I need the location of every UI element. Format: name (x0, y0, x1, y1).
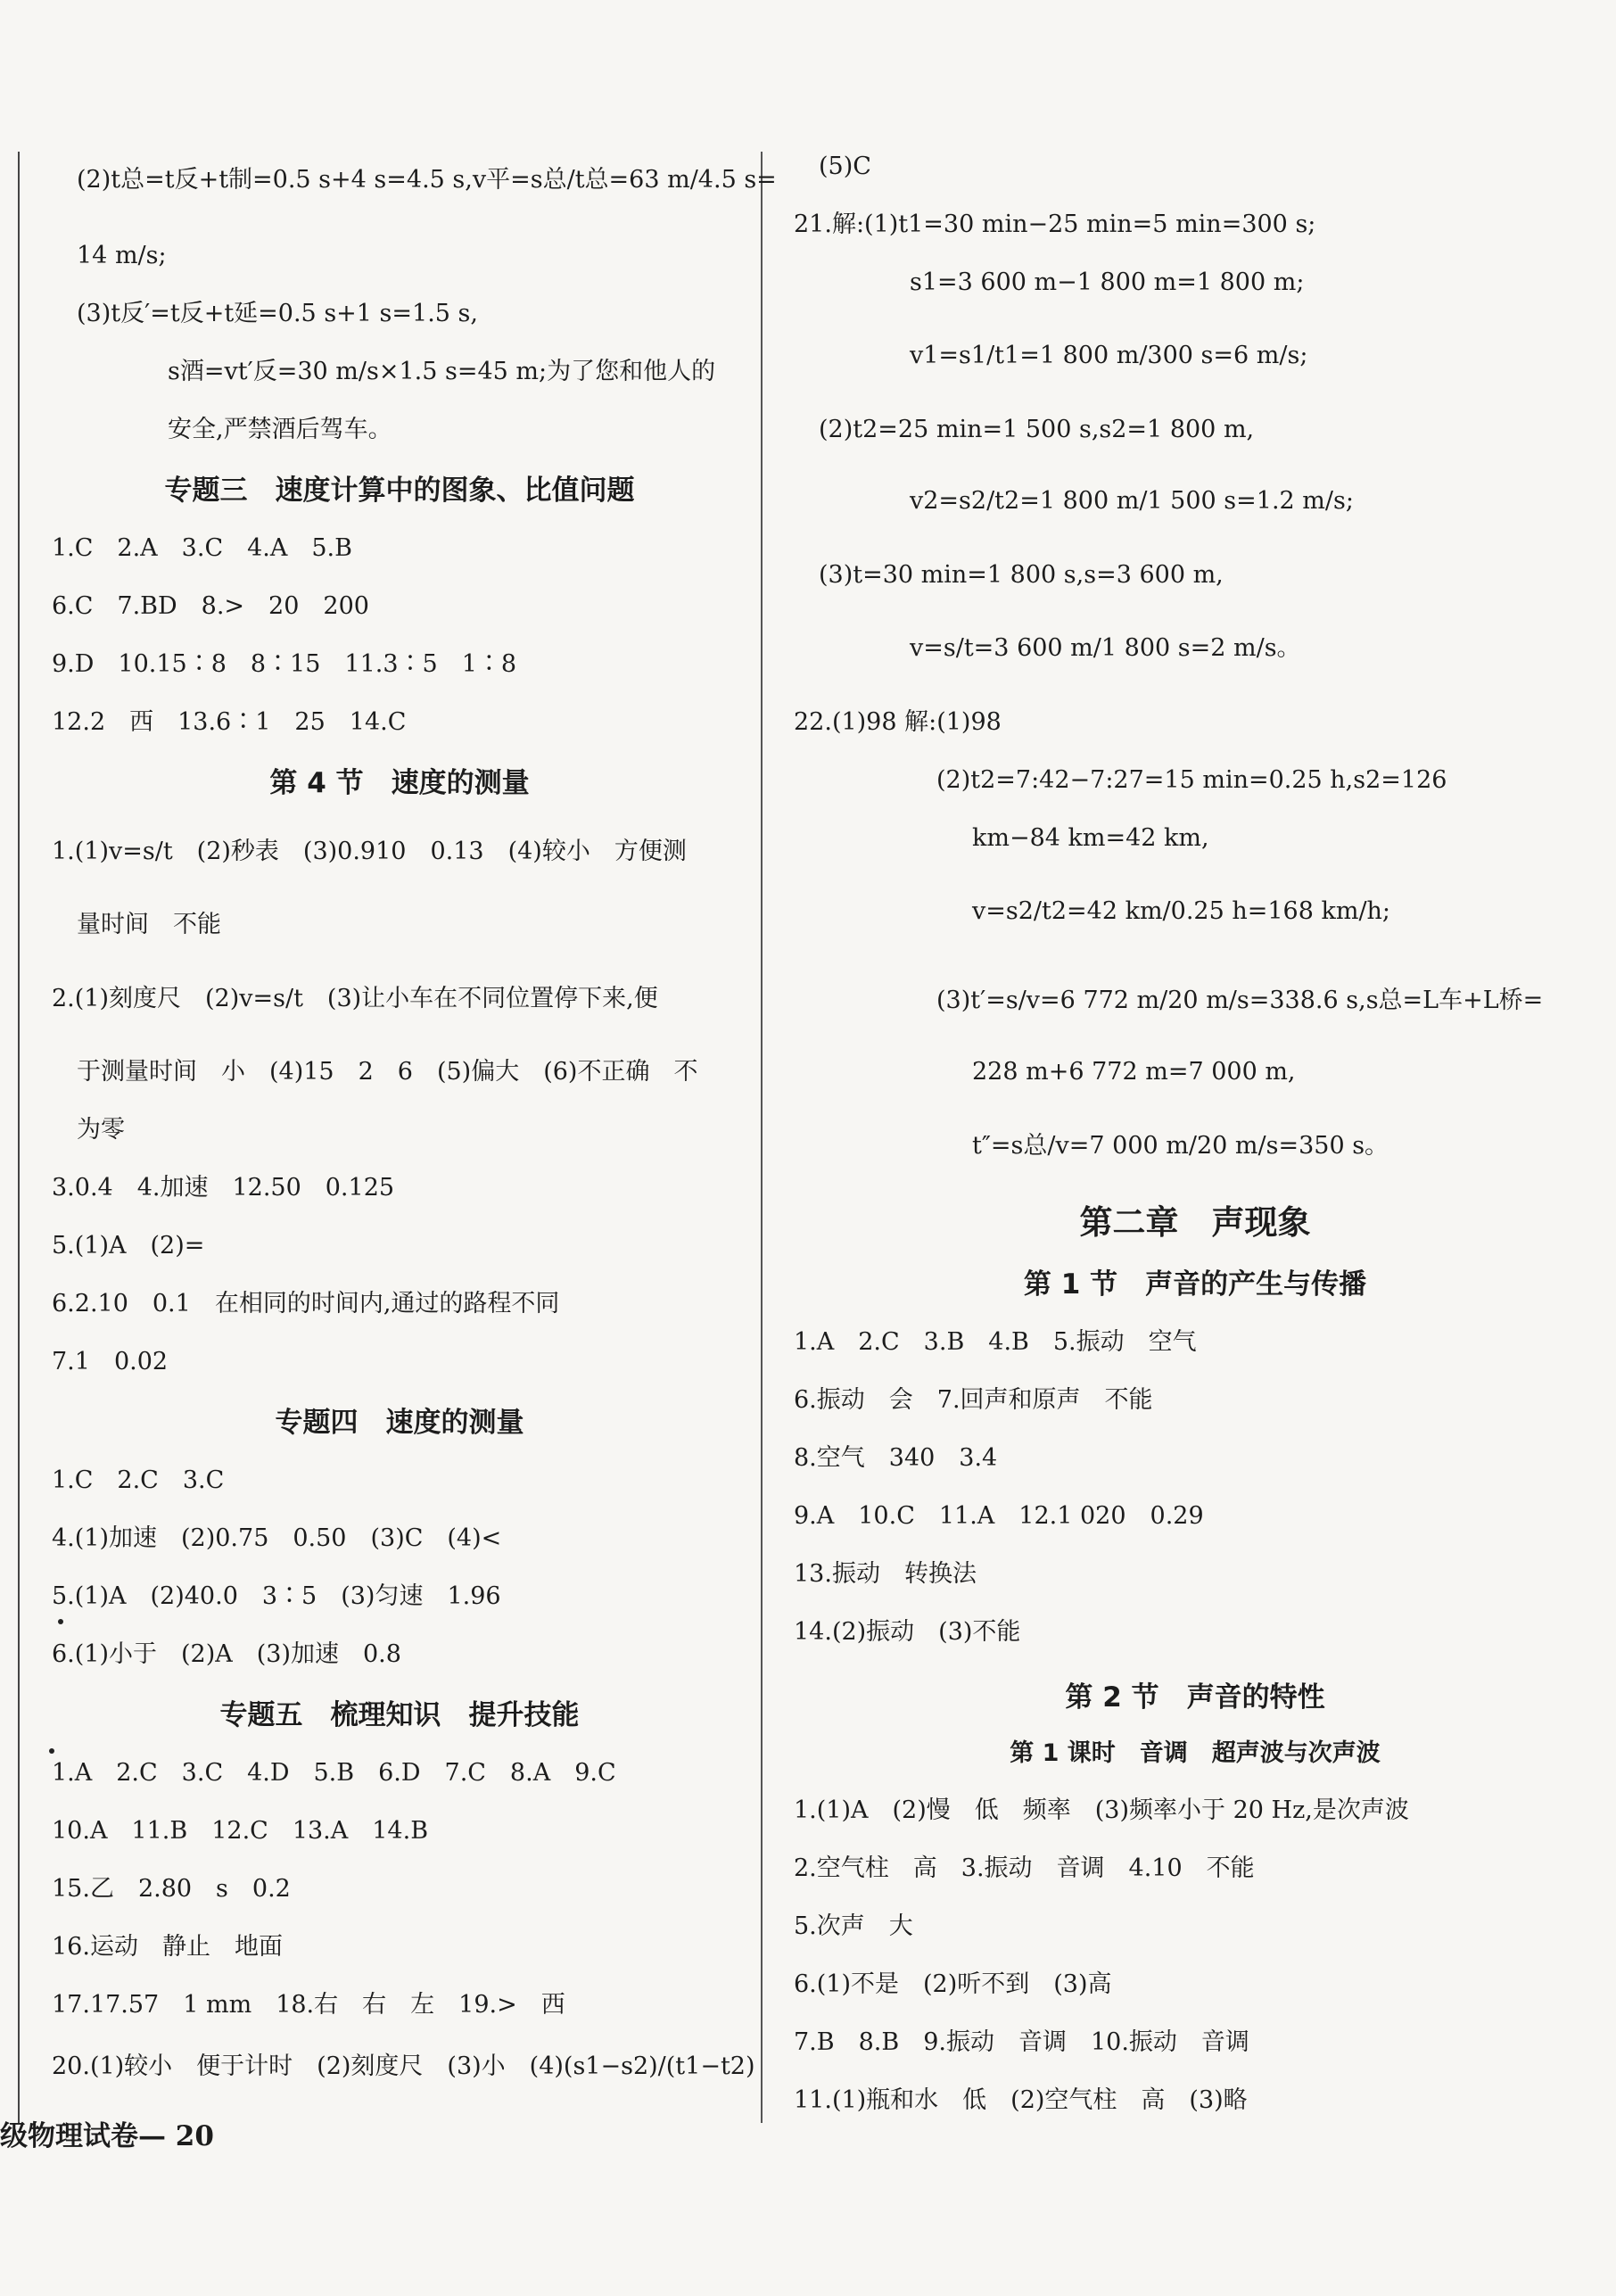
answer-line: v1=s1/t1=1 800 m/300 s=6 m/s; (910, 342, 1308, 369)
answer-line: s1=3 600 m−1 800 m=1 800 m; (910, 268, 1305, 296)
answer-line: 6.(1)不是 (2)听不到 (3)高 (794, 1970, 1112, 1998)
answer-line: 为零 (77, 1116, 125, 1144)
answer-line: 6.2.10 0.1 在相同的时间内,通过的路程不同 (52, 1290, 560, 1317)
answer-line: t″=s总/v=7 000 m/20 m/s=350 s。 (972, 1132, 1389, 1160)
lesson-heading: 第 1 课时 音调 超声波与次声波 (1010, 1739, 1381, 1767)
answer-line: 7.1 0.02 (52, 1348, 169, 1375)
answer-line: 14 m/s; (77, 242, 167, 269)
answer-line: 8.空气 340 3.4 (794, 1444, 998, 1472)
answer-line: 17.17.57 1 mm 18.右 右 左 19.> 西 (52, 1991, 565, 2019)
answer-line: 1.(1)v=s/t (2)秒表 (3)0.910 0.13 (4)较小 方便测 (52, 838, 687, 865)
answer-line: v=s2/t2=42 km/0.25 h=168 km/h; (972, 897, 1391, 925)
answer-line: 安全,严禁酒后驾车。 (168, 416, 392, 443)
answer-line: 5.次声 大 (794, 1912, 913, 1940)
page-footer: 级物理试卷— 20 (0, 2120, 214, 2152)
answer-line: 7.B 8.B 9.振动 音调 10.振动 音调 (794, 2028, 1249, 2056)
answer-line: 1.C 2.C 3.C (52, 1466, 225, 1494)
stray-dot (49, 1748, 54, 1754)
answer-line: (3)t′=s/v=6 772 m/20 m/s=338.6 s,s总=L车+L桥= (936, 987, 1544, 1014)
answer-line: 228 m+6 772 m=7 000 m, (972, 1058, 1296, 1086)
section-heading: 第 2 节 声音的特性 (1065, 1681, 1325, 1714)
answer-line: (3)t=30 min=1 800 s,s=3 600 m, (819, 561, 1224, 589)
answer-line: 于测量时间 小 (4)15 2 6 (5)偏大 (6)不正确 不 (77, 1058, 698, 1086)
answer-line: (3)t反′=t反+t延=0.5 s+1 s=1.5 s, (77, 300, 478, 327)
answer-line: 14.(2)振动 (3)不能 (794, 1618, 1021, 1646)
answer-line: 6.C 7.BD 8.> 20 200 (52, 592, 369, 620)
section-heading: 专题三 速度计算中的图象、比值问题 (164, 475, 635, 507)
answer-line: 6.(1)小于 (2)A (3)加速 0.8 (52, 1640, 401, 1668)
answer-line: 1.(1)A (2)慢 低 频率 (3)频率小于 20 Hz,是次声波 (794, 1796, 1409, 1824)
answer-line: 16.运动 静止 地面 (52, 1933, 283, 1961)
answer-line: 3.0.4 4.加速 12.50 0.125 (52, 1174, 395, 1202)
answer-line: 1.C 2.A 3.C 4.A 5.B (52, 534, 352, 562)
answer-line: 1.A 2.C 3.B 4.B 5.振动 空气 (794, 1328, 1197, 1356)
answer-line: 10.A 11.B 12.C 13.A 14.B (52, 1817, 429, 1845)
section-heading: 专题四 速度的测量 (275, 1407, 524, 1439)
answer-line: 9.A 10.C 11.A 12.1 020 0.29 (794, 1502, 1204, 1530)
answer-line: v=s/t=3 600 m/1 800 s=2 m/s。 (910, 634, 1301, 662)
answer-line: (5)C (819, 153, 871, 180)
column-divider (761, 152, 763, 2123)
answer-line: (2)t2=25 min=1 500 s,s2=1 800 m, (819, 416, 1255, 443)
answer-line: 15.乙 2.80 s 0.2 (52, 1875, 291, 1903)
answer-line: (2)t总=t反+t制=0.5 s+4 s=4.5 s,v平=s总/t总=63 m/4.5 s= (77, 166, 777, 194)
answer-line: 12.2 西 13.6∶1 25 14.C (52, 708, 407, 736)
answer-line: 20.(1)较小 便于计时 (2)刻度尺 (3)小 (4)(s1−s2)/(t1−t2) (52, 2052, 755, 2080)
answer-line: 2.空气柱 高 3.振动 音调 4.10 不能 (794, 1854, 1255, 1882)
answer-line: 1.A 2.C 3.C 4.D 5.B 6.D 7.C 8.A 9.C (52, 1759, 616, 1787)
stray-dot (58, 1619, 63, 1624)
answer-line: 13.振动 转换法 (794, 1560, 977, 1588)
section-heading: 第 4 节 速度的测量 (269, 767, 530, 799)
left-margin-rule (18, 152, 20, 2123)
answer-line: 5.(1)A (2)= (52, 1232, 205, 1259)
answer-line: 11.(1)瓶和水 低 (2)空气柱 高 (3)略 (794, 2086, 1248, 2114)
section-heading: 专题五 梳理知识 提升技能 (219, 1699, 580, 1731)
answer-line: s酒=vt′反=30 m/s×1.5 s=45 m;为了您和他人的 (168, 358, 716, 385)
answer-line: 量时间 不能 (77, 911, 221, 938)
answer-line: 22.(1)98 解:(1)98 (794, 708, 1002, 736)
answer-line: 5.(1)A (2)40.0 3∶5 (3)匀速 1.96 (52, 1582, 501, 1610)
answer-line: 6.振动 会 7.回声和原声 不能 (794, 1386, 1153, 1414)
answer-line: 4.(1)加速 (2)0.75 0.50 (3)C (4)< (52, 1524, 502, 1552)
answer-line: 2.(1)刻度尺 (2)v=s/t (3)让小车在不同位置停下来,便 (52, 985, 658, 1012)
answer-line: 21.解:(1)t1=30 min−25 min=5 min=300 s; (794, 211, 1316, 238)
answer-line: (2)t2=7:42−7:27=15 min=0.25 h,s2=126 (936, 766, 1447, 794)
answer-line: 9.D 10.15∶8 8∶15 11.3∶5 1∶8 (52, 650, 517, 678)
answer-line: km−84 km=42 km, (972, 824, 1209, 852)
answer-line: v2=s2/t2=1 800 m/1 500 s=1.2 m/s; (910, 487, 1354, 515)
chapter-heading: 第二章 声现象 (1079, 1203, 1311, 1242)
section-heading: 第 1 节 声音的产生与传播 (1023, 1268, 1367, 1301)
